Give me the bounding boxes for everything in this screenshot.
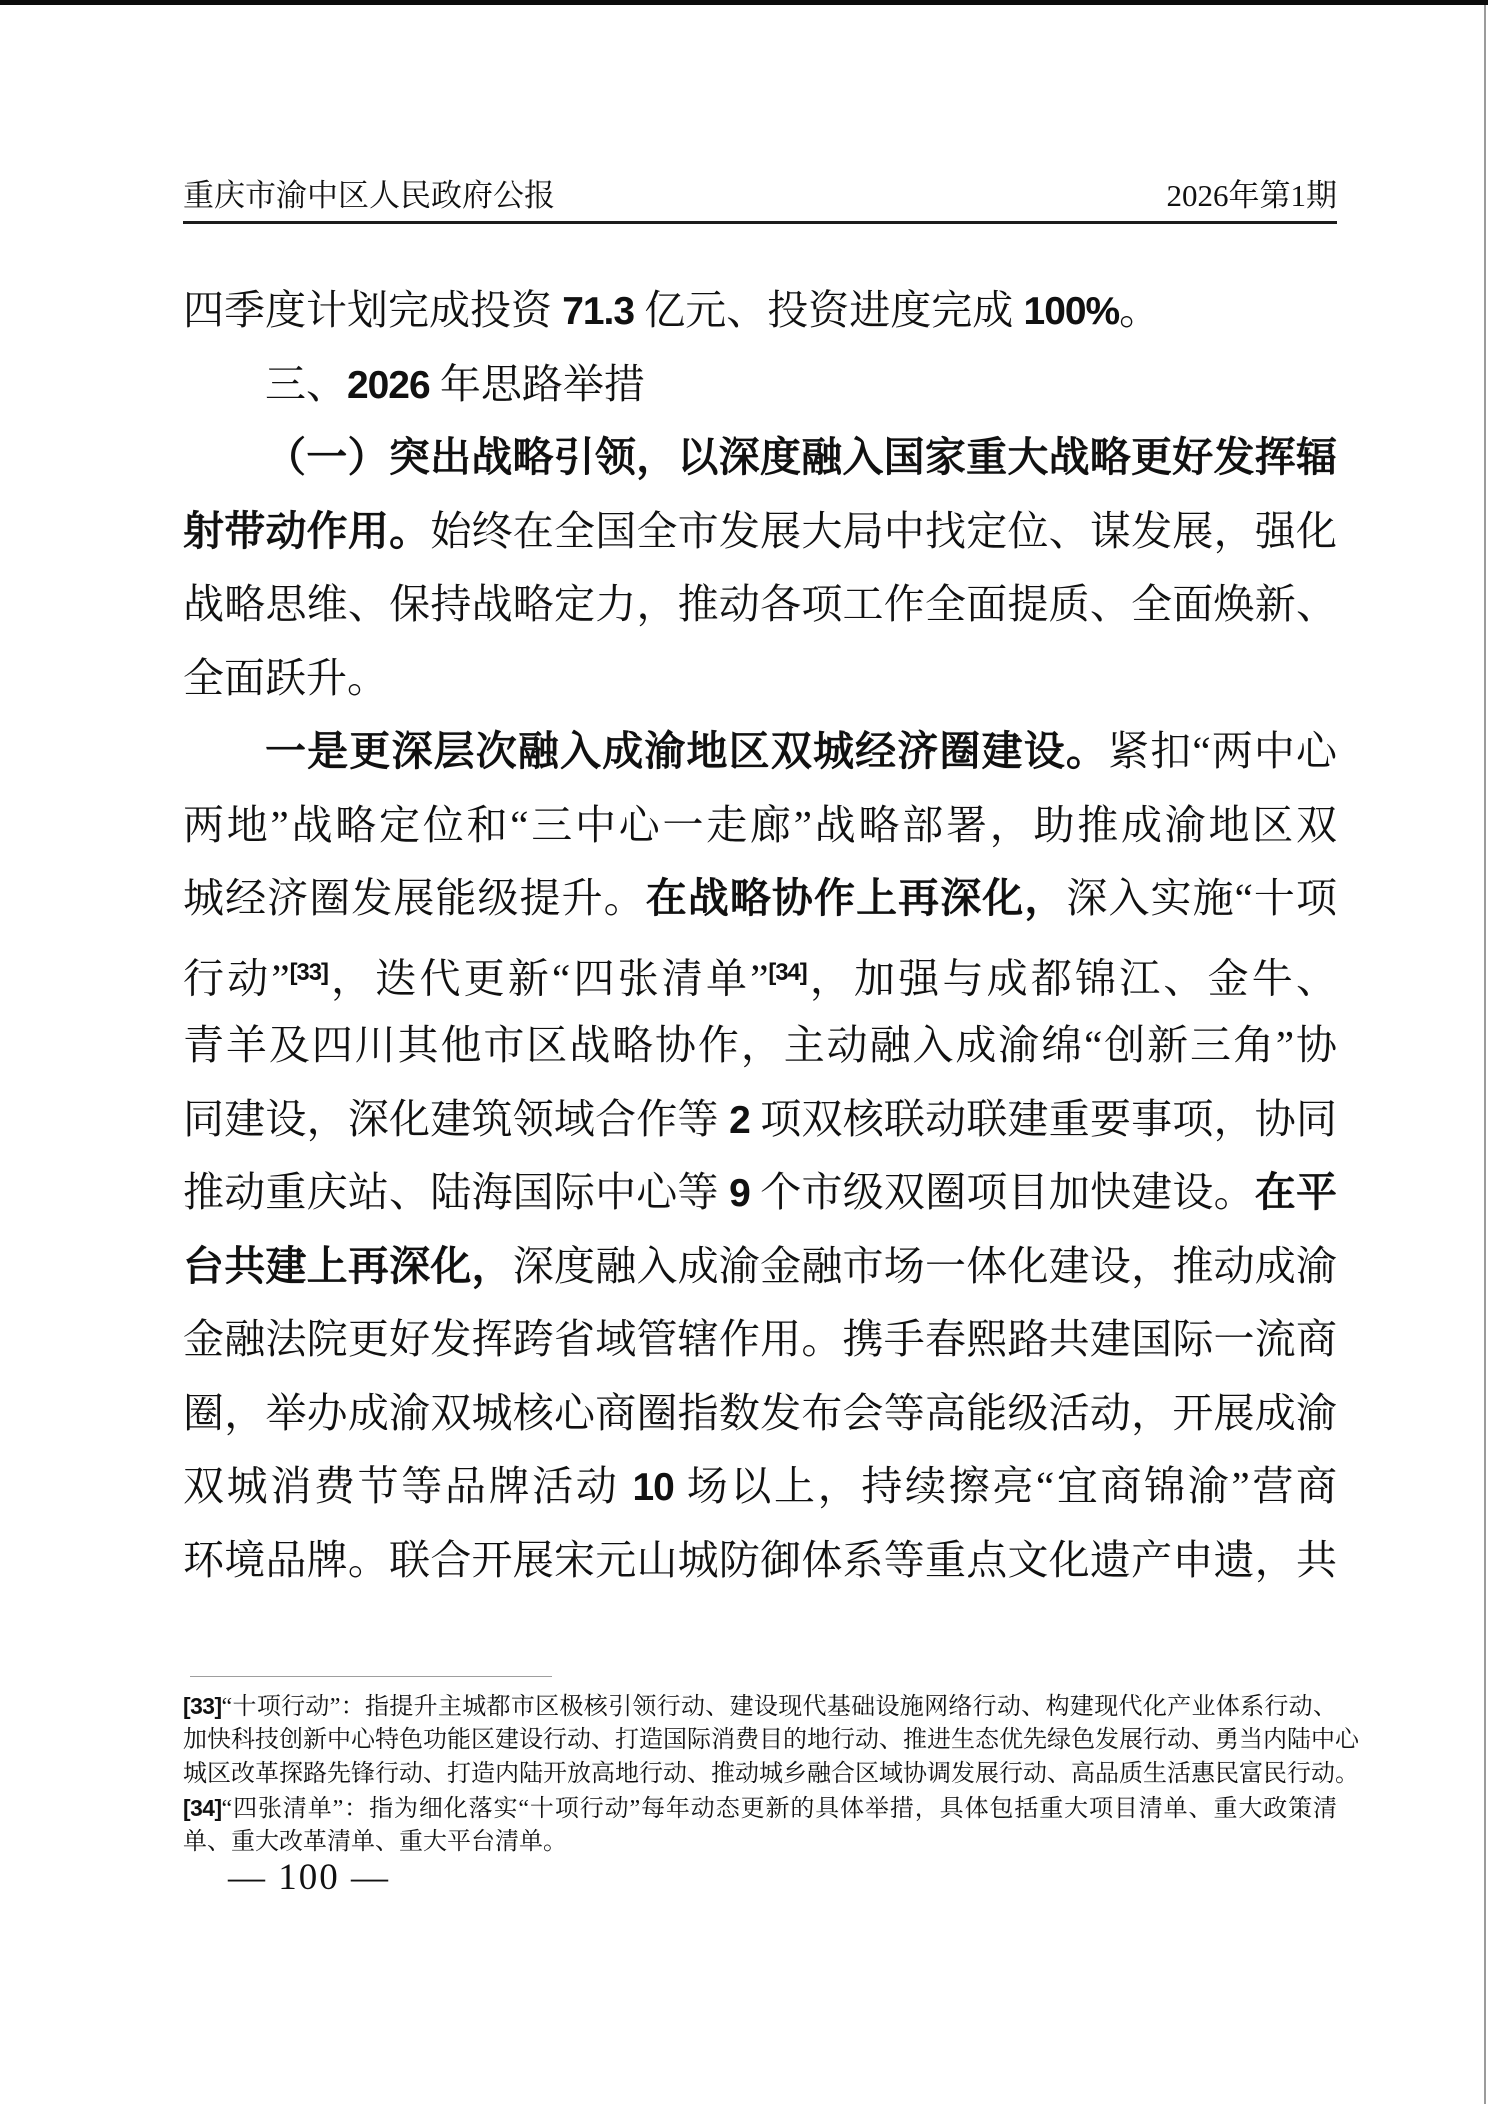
footnote-line [183,1689,1337,1723]
text-segment-n: “四张清单”：指为细化落实“十项行动”每年动态更新的具体举措，具体包括重大项目清单、重大政策清 [221,1796,1337,1822]
document-body [183,274,1337,1597]
body-line [183,1009,1337,1083]
text-segment-d: [33] [183,1693,222,1719]
text-segment-n: 金融法院更好发挥跨省域管辖作用。携手春熙路共建国际一流商 [183,1316,1337,1362]
text-segment-n: 。 [1119,287,1161,333]
text-segment-n: ，加强与成都锦江、金牛、 [806,954,1338,1001]
text-segment-n: 紧扣“两中心 [1108,728,1338,774]
text-segment-n: 战略思维、保持战略定力，推动各项工作全面提质、全面焕新、 [183,581,1337,627]
body-line [183,421,1337,495]
text-segment-n: 个市级双圈项目加快建设。 [749,1169,1255,1215]
text-segment-n: 城区改革探路先锋行动、打造内陆开放高地行动、推动城乡融合区域协调发展行动、高品质生活惠民富民行动。 [183,1761,1359,1787]
text-segment-b: 一是更深层次融入成渝地区双城经济圈建设。 [265,728,1109,774]
text-segment-b: 台共建上再深化， [183,1242,513,1289]
body-line [183,495,1337,569]
footnote-line [183,1723,1359,1757]
text-segment-n: 亿元、投资进度完成 [634,287,1024,333]
text-segment-n: 行动” [183,954,290,1001]
body-line [183,1230,1337,1304]
text-segment-b: 在战略协作上再深化， [645,875,1067,921]
text-segment-n: 全面跃升。 [183,654,388,701]
body-line [183,1524,1337,1598]
text-segment-d: 100% [1023,290,1120,333]
text-segment-n: 推动重庆站、陆海国际中心等 [183,1169,730,1215]
text-segment-b: 射带动作用。 [183,507,431,554]
text-segment-n: 场以上，持续擦亮“宜商锦渝”营商 [673,1463,1337,1509]
text-segment-n: 圈，举办成渝双城核心商圈指数发布会等高能级活动，开展成渝 [183,1389,1337,1436]
body-line [183,1303,1337,1377]
text-segment-n: ，迭代更新“四张清单” [327,954,769,1001]
text-segment-n: 两地”战略定位和“三中心一走廊”战略部署，助推成渝地区双 [183,801,1337,848]
text-segment-n: “十项行动”：指提升主城都市区极核引领行动、建设现代基础设施网络行动、构建现代化产业体系行动、 [221,1694,1337,1720]
body-line [183,862,1337,936]
text-segment-n: 始终在全国全市发展大局中找定位、谋发展，强化 [430,507,1338,554]
body-line [183,789,1337,863]
text-segment-n: 同建设，深化建筑领域合作等 [183,1095,730,1142]
text-segment-n: 环境品牌。联合开展宋元山城防御体系等重点文化遗产申遗，共 [183,1536,1337,1583]
text-segment-n: 年思路举措 [429,360,645,407]
text-segment-d: 10 [632,1466,674,1509]
body-line [183,1377,1337,1451]
body-line [183,568,1337,642]
page-number: — 100 — [228,1857,390,1898]
text-segment-s: [34] [768,958,807,986]
text-segment-n: 三、 [265,360,347,407]
masthead [183,176,1337,216]
masthead-title: 重庆市渝中区人民政府公报 [183,178,555,213]
footnote-separator [190,1676,552,1677]
text-segment-b: 在平 [1254,1169,1338,1215]
text-segment-d: 2 [729,1098,750,1142]
text-segment-n: 四季度计划完成投资 [183,287,563,333]
text-segment-d: 71.3 [562,290,635,333]
text-segment-d: 2026 [347,363,430,407]
body-line [183,1083,1337,1157]
footnote-line [183,1757,1359,1791]
text-segment-n: 加快科技创新中心特色功能区建设行动、打造国际消费目的地行动、推进生态优先绿色发展行动、勇当内陆中心 [183,1727,1359,1753]
body-line [183,274,1337,348]
text-segment-n: 单、重大改革清单、重大平台清单。 [183,1829,567,1855]
footnote-line [183,1791,1337,1825]
body-line [183,1450,1337,1524]
footnote-line [183,1825,1337,1859]
body-line [183,1156,1337,1230]
body-line [183,715,1337,789]
top-edge-bar [0,0,1488,5]
page-right-border [1484,5,1486,2104]
masthead-issue: 2026年第1期 [1166,178,1337,213]
text-segment-n: 双城消费节等品牌活动 [183,1463,633,1509]
text-segment-n: 项双核联动联建重要事项，协同 [749,1095,1337,1142]
text-segment-d: [34] [183,1795,222,1821]
footnotes [183,1689,1359,1859]
text-segment-s: [33] [289,958,328,986]
body-line [183,348,1337,422]
text-segment-n: 深度融入成渝金融市场一体化建设，推动成渝 [512,1242,1338,1289]
masthead-rule [183,221,1337,224]
text-segment-n: 深入实施“十项 [1066,875,1338,921]
text-segment-d: 9 [729,1172,750,1215]
text-segment-b: （一）突出战略引领，以深度融入国家重大战略更好发挥辐 [265,434,1337,480]
text-segment-n: 青羊及四川其他市区战略协作，主动融入成渝绵“创新三角”协 [183,1022,1337,1068]
body-line [183,936,1337,1010]
text-segment-n: 城经济圈发展能级提升。 [183,875,646,921]
body-line [183,642,1337,716]
